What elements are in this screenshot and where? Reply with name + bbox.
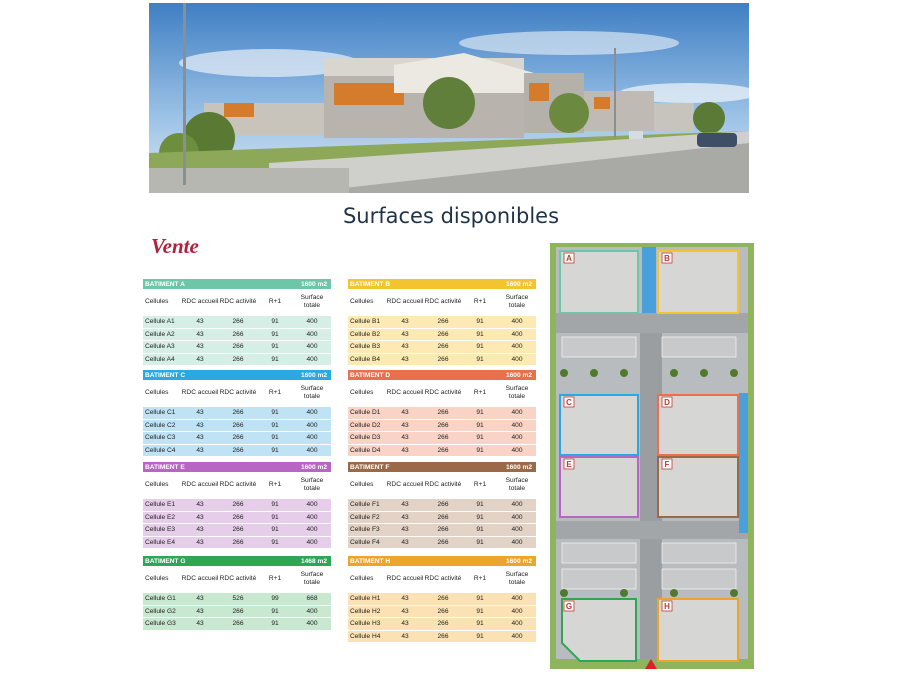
table-cell: Cellule A1 (145, 318, 175, 325)
table-cell: 91 (271, 446, 279, 454)
table-cell: 266 (437, 434, 449, 442)
plan-label (564, 459, 574, 469)
table-row (348, 524, 536, 536)
building-table (348, 279, 536, 365)
table-row (143, 499, 331, 511)
table-row (348, 631, 536, 643)
building-header (143, 462, 331, 472)
table-cell: 266 (437, 526, 449, 534)
table-cell: 266 (437, 343, 449, 351)
table-cell: 43 (196, 343, 204, 351)
column-header: RDC accueil (181, 298, 219, 306)
table-cell: Cellule G2 (145, 607, 176, 615)
table-cell: 400 (306, 501, 318, 508)
table-cell: 43 (196, 409, 204, 416)
table-cell: 266 (437, 318, 449, 325)
table-cell: 43 (401, 538, 409, 546)
column-header: Surface totale (505, 571, 529, 586)
table-cell: 91 (476, 595, 484, 602)
table-cell: 400 (511, 330, 523, 338)
table-cell: 43 (401, 595, 409, 602)
column-header: RDC accueil (386, 298, 424, 306)
table-row (143, 445, 331, 457)
table-row (348, 606, 536, 618)
table-cell: Cellule F4 (350, 538, 380, 546)
column-header: RDC activité (424, 389, 462, 397)
table-cell: 266 (437, 607, 449, 615)
building-name: BATIMENT B (350, 280, 391, 288)
table-cell: 526 (232, 595, 244, 602)
table-cell: Cellule A2 (145, 330, 175, 338)
svg-text:H: H (664, 602, 670, 611)
column-header: RDC activité (219, 389, 257, 397)
column-header: Cellules (145, 389, 169, 397)
building-area: 1600 m2 (300, 371, 327, 379)
svg-text:F: F (664, 460, 670, 469)
table-cell: Cellule E4 (145, 538, 176, 546)
column-header: Surface totale (505, 294, 529, 309)
plan-label (564, 253, 574, 263)
table-row (348, 354, 536, 366)
table-cell: 91 (476, 330, 484, 338)
hero-rendering (149, 3, 749, 193)
building-header (143, 556, 331, 566)
table-cell: 266 (437, 355, 449, 363)
table-cell: 91 (476, 446, 484, 454)
table-cell: 400 (511, 632, 523, 640)
table-row (348, 618, 536, 630)
table-cell: 400 (306, 513, 318, 521)
svg-text:A: A (566, 254, 572, 263)
svg-text:B: B (664, 254, 670, 263)
table-cell: 91 (271, 607, 279, 615)
building-header (348, 370, 536, 380)
table-cell: 266 (232, 355, 244, 363)
column-headers (143, 380, 331, 406)
table-cell: 400 (306, 526, 318, 534)
building-table (143, 556, 331, 630)
building-table (143, 279, 331, 365)
table-cell: 43 (196, 538, 204, 546)
building-table (348, 370, 536, 456)
column-headers (143, 472, 331, 498)
table-cell: Cellule C4 (145, 446, 176, 454)
building-header (348, 279, 536, 289)
column-header: RDC accueil (181, 389, 219, 397)
table-cell: 266 (437, 620, 449, 628)
column-headers (348, 566, 536, 592)
table-cell: 43 (401, 446, 409, 454)
table-row (143, 432, 331, 444)
column-header: RDC accueil (386, 575, 424, 583)
table-cell: 91 (271, 318, 279, 325)
table-row (348, 593, 536, 605)
column-header: R+1 (268, 575, 282, 583)
column-header: RDC activité (219, 481, 257, 489)
table-row (348, 512, 536, 524)
svg-text:G: G (565, 602, 573, 611)
table-cell: 91 (271, 501, 279, 508)
table-cell: Cellule E1 (145, 501, 176, 508)
column-header: Surface totale (300, 477, 324, 492)
column-header: R+1 (473, 575, 487, 583)
table-row (143, 329, 331, 341)
site-plan-drawing (550, 243, 754, 669)
table-cell: 91 (271, 409, 279, 416)
plan-label (662, 253, 672, 263)
building-name: BATIMENT H (350, 557, 391, 565)
table-cell: 400 (511, 434, 523, 442)
column-header: R+1 (473, 298, 487, 306)
table-row (143, 341, 331, 353)
table-cell: 91 (271, 434, 279, 442)
column-header: R+1 (473, 389, 487, 397)
table-cell: 400 (306, 343, 318, 351)
table-cell: 91 (271, 513, 279, 521)
table-cell: 400 (511, 355, 523, 363)
table-cell: 91 (476, 355, 484, 363)
table-cell: 43 (401, 632, 409, 640)
column-headers (348, 289, 536, 315)
table-cell: 91 (476, 607, 484, 615)
building-area: 1600 m2 (505, 371, 532, 379)
column-header: R+1 (268, 389, 282, 397)
column-header: Cellules (350, 575, 374, 583)
table-cell: 43 (401, 526, 409, 534)
table-cell: 43 (196, 421, 204, 429)
column-header: Cellules (350, 481, 374, 489)
table-cell: 266 (232, 538, 244, 546)
table-cell: 266 (437, 538, 449, 546)
building-table (143, 462, 331, 548)
table-cell: 266 (437, 330, 449, 338)
table-cell: 43 (196, 446, 204, 454)
column-header: RDC activité (424, 575, 462, 583)
table-cell: 400 (511, 526, 523, 534)
plan-label (662, 601, 672, 611)
table-cell: 43 (401, 501, 409, 508)
site-plan (550, 243, 754, 669)
table-cell: 43 (401, 620, 409, 628)
table-cell: 400 (511, 421, 523, 429)
table-cell: 400 (306, 538, 318, 546)
table-cell: 91 (271, 355, 279, 363)
table-cell: 91 (271, 421, 279, 429)
table-row (143, 407, 331, 419)
table-row (143, 420, 331, 432)
column-header: RDC accueil (386, 481, 424, 489)
building-area: 1600 m2 (505, 280, 532, 288)
table-row (348, 445, 536, 457)
table-row (348, 420, 536, 432)
table-cell: 99 (271, 595, 279, 602)
column-header: RDC activité (424, 298, 462, 306)
building-table (348, 556, 536, 642)
column-header: R+1 (268, 481, 282, 489)
page-title: Surfaces disponibles (342, 204, 560, 228)
table-cell: 266 (232, 343, 244, 351)
table-cell: 43 (196, 501, 204, 508)
building-header (348, 556, 536, 566)
table-cell: 266 (232, 421, 244, 429)
table-row (348, 407, 536, 419)
column-header: Cellules (145, 481, 169, 489)
building-name: BATIMENT A (145, 280, 185, 288)
table-cell: 400 (511, 446, 523, 454)
table-row (143, 618, 331, 630)
table-cell: 266 (437, 409, 449, 416)
table-cell: 91 (476, 632, 484, 640)
table-cell: 91 (476, 409, 484, 416)
table-cell: 43 (401, 421, 409, 429)
building-area: 1600 m2 (300, 463, 327, 471)
column-header: Cellules (350, 389, 374, 397)
column-header: Cellules (145, 298, 169, 306)
table-row (143, 512, 331, 524)
svg-text:E: E (566, 460, 572, 469)
table-cell: 266 (232, 330, 244, 338)
table-row (143, 537, 331, 549)
table-cell: 266 (232, 620, 244, 628)
column-header: Surface totale (505, 385, 529, 400)
table-cell: 266 (437, 446, 449, 454)
table-cell: 43 (196, 595, 204, 602)
building-name: BATIMENT E (145, 463, 185, 471)
table-cell: 400 (306, 318, 318, 325)
building-name: BATIMENT G (145, 557, 186, 565)
table-cell: Cellule C1 (145, 409, 176, 416)
column-header: Cellules (145, 575, 169, 583)
table-cell: 400 (511, 620, 523, 628)
table-cell: 400 (511, 343, 523, 351)
table-cell: 91 (271, 538, 279, 546)
table-row (143, 593, 331, 605)
table-cell: 668 (306, 595, 318, 602)
table-cell: Cellule B4 (350, 355, 381, 363)
table-cell: 400 (511, 607, 523, 615)
column-header: RDC activité (219, 298, 257, 306)
table-row (348, 316, 536, 328)
table-cell: 43 (196, 355, 204, 363)
table-cell: 400 (511, 538, 523, 546)
table-cell: 43 (401, 318, 409, 325)
table-cell: 91 (476, 501, 484, 508)
table-cell: 400 (306, 607, 318, 615)
table-row (348, 341, 536, 353)
column-headers (143, 289, 331, 315)
table-cell: 400 (511, 409, 523, 416)
table-cell: Cellule G3 (145, 620, 176, 628)
column-headers (143, 566, 331, 592)
column-header: Cellules (350, 298, 374, 306)
table-cell: 266 (232, 446, 244, 454)
table-cell: Cellule B1 (350, 318, 381, 325)
table-cell: 91 (476, 318, 484, 325)
table-cell: 400 (511, 318, 523, 325)
table-cell: Cellule A3 (145, 343, 175, 351)
table-cell: 400 (306, 355, 318, 363)
building-table (143, 370, 331, 456)
table-cell: 91 (476, 538, 484, 546)
table-cell: Cellule H2 (350, 607, 381, 615)
plan-label (662, 459, 672, 469)
table-cell: 266 (232, 526, 244, 534)
table-cell: 43 (401, 513, 409, 521)
table-cell: Cellule D1 (350, 409, 381, 416)
table-cell: 43 (196, 434, 204, 442)
table-cell: 43 (401, 434, 409, 442)
building-area: 1600 m2 (300, 280, 327, 288)
table-cell: Cellule B2 (350, 330, 381, 338)
table-cell: Cellule H3 (350, 620, 381, 628)
table-cell: Cellule C3 (145, 434, 176, 442)
column-headers (348, 472, 536, 498)
table-cell: 91 (271, 343, 279, 351)
table-cell: 266 (437, 513, 449, 521)
table-cell: 400 (306, 620, 318, 628)
table-cell: 43 (401, 355, 409, 363)
table-cell: Cellule E2 (145, 513, 176, 521)
table-cell: 43 (196, 330, 204, 338)
building-area: 1600 m2 (505, 557, 532, 565)
table-cell: 91 (476, 434, 484, 442)
table-cell: 266 (232, 434, 244, 442)
table-cell: 266 (437, 632, 449, 640)
building-header (348, 462, 536, 472)
table-row (348, 537, 536, 549)
building-table (348, 462, 536, 548)
column-header: RDC accueil (386, 389, 424, 397)
column-header: R+1 (268, 298, 282, 306)
column-headers (348, 380, 536, 406)
column-header: Surface totale (300, 571, 324, 586)
table-cell: Cellule C2 (145, 421, 176, 429)
svg-text:C: C (566, 398, 572, 407)
table-cell: 266 (232, 409, 244, 416)
table-row (143, 606, 331, 618)
plan-label (564, 397, 574, 407)
table-cell: 266 (232, 607, 244, 615)
column-header: RDC activité (219, 575, 257, 583)
table-cell: 400 (306, 409, 318, 416)
table-cell: 91 (271, 330, 279, 338)
building-header (143, 370, 331, 380)
table-cell: 266 (437, 501, 449, 508)
building-name: BATIMENT C (145, 371, 186, 379)
table-cell: 400 (306, 421, 318, 429)
column-header: Surface totale (300, 294, 324, 309)
table-row (143, 354, 331, 366)
table-cell: 91 (476, 343, 484, 351)
table-cell: Cellule D4 (350, 446, 381, 454)
column-header: Surface totale (505, 477, 529, 492)
table-row (348, 499, 536, 511)
table-cell: Cellule D3 (350, 434, 381, 442)
column-header: R+1 (473, 481, 487, 489)
table-cell: 400 (511, 595, 523, 602)
plan-label (662, 397, 672, 407)
table-cell: Cellule F3 (350, 526, 380, 534)
column-header: RDC activité (424, 481, 462, 489)
table-cell: Cellule H1 (350, 595, 381, 602)
table-cell: 43 (196, 620, 204, 628)
table-cell: Cellule H4 (350, 632, 381, 640)
table-row (143, 524, 331, 536)
table-cell: 400 (511, 501, 523, 508)
table-cell: Cellule F1 (350, 501, 380, 508)
table-cell: 266 (232, 513, 244, 521)
table-cell: 91 (476, 526, 484, 534)
table-cell: 43 (401, 409, 409, 416)
table-cell: Cellule D2 (350, 421, 381, 429)
table-cell: 43 (401, 343, 409, 351)
column-header: RDC accueil (181, 481, 219, 489)
business-park-rendering (149, 3, 749, 193)
table-row (143, 316, 331, 328)
table-cell: 91 (271, 526, 279, 534)
table-cell: Cellule F2 (350, 513, 380, 521)
table-cell: Cellule B3 (350, 343, 381, 351)
table-cell: 400 (306, 446, 318, 454)
table-cell: 266 (232, 318, 244, 325)
section-label-vente: Vente (151, 234, 199, 258)
building-name: BATIMENT D (350, 371, 391, 379)
building-area: 1468 m2 (300, 557, 327, 565)
table-cell: 400 (306, 330, 318, 338)
plan-label (564, 601, 574, 611)
table-cell: 43 (401, 607, 409, 615)
table-cell: 91 (476, 620, 484, 628)
table-cell: 43 (196, 526, 204, 534)
table-cell: 400 (511, 513, 523, 521)
table-cell: 266 (232, 501, 244, 508)
table-cell: 400 (306, 434, 318, 442)
svg-text:D: D (664, 398, 670, 407)
table-cell: Cellule E3 (145, 526, 176, 534)
building-header (143, 279, 331, 289)
table-cell: 91 (271, 620, 279, 628)
table-cell: 43 (401, 330, 409, 338)
table-cell: 266 (437, 595, 449, 602)
table-cell: 43 (196, 607, 204, 615)
table-cell: 91 (476, 513, 484, 521)
table-cell: Cellule G1 (145, 595, 176, 602)
table-cell: 43 (196, 318, 204, 325)
table-row (348, 432, 536, 444)
table-cell: Cellule A4 (145, 355, 175, 363)
column-header: Surface totale (300, 385, 324, 400)
table-row (348, 329, 536, 341)
building-area: 1600 m2 (505, 463, 532, 471)
column-header: RDC accueil (181, 575, 219, 583)
table-cell: 266 (437, 421, 449, 429)
table-cell: 43 (196, 513, 204, 521)
building-name: BATIMENT F (350, 463, 390, 471)
table-cell: 91 (476, 421, 484, 429)
